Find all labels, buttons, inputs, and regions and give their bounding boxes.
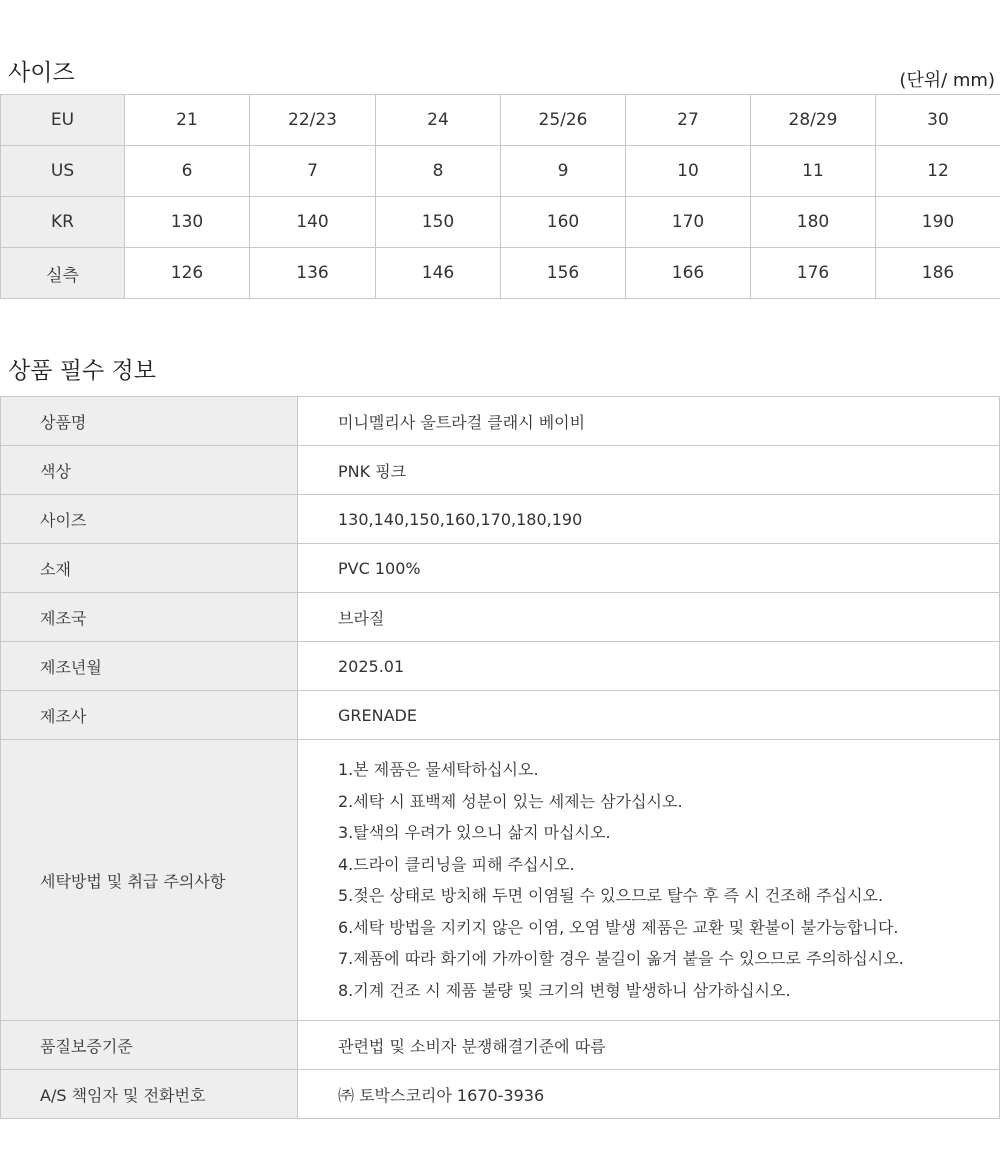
size-cell: 146 [376, 248, 501, 299]
size-cell: 136 [250, 248, 376, 299]
size-cell: 7 [250, 146, 376, 197]
size-cell: 126 [125, 248, 250, 299]
info-row [1, 495, 1000, 544]
care-instruction-item: 3.탈색의 우려가 있으니 삶지 마십시오. [338, 823, 611, 842]
product-info-table [0, 396, 1000, 1119]
info-row [1, 1070, 1000, 1119]
info-row [1, 691, 1000, 740]
size-cell: 28/29 [751, 95, 876, 146]
info-value: 관련법 및 소비자 분쟁해결기준에 따름 [298, 1021, 1000, 1070]
size-row-label: 실측 [1, 248, 125, 299]
size-row-label: US [1, 146, 125, 197]
care-instruction-item: 4.드라이 클리닝을 피해 주십시오. [338, 854, 575, 874]
size-cell: 140 [250, 197, 376, 248]
size-row-us [1, 146, 1000, 197]
size-cell: 170 [626, 197, 751, 248]
care-instructions-row [1, 740, 1000, 1021]
size-cell: 180 [751, 197, 876, 248]
info-label: 제조년월 [1, 642, 298, 691]
care-instruction-item: 5.젖은 상태로 방치해 두면 이염될 수 있으므로 탈수 후 즉 시 건조해 주십시오. [338, 886, 884, 905]
size-cell: 160 [501, 197, 626, 248]
size-row-실측 [1, 248, 1000, 299]
size-cell: 190 [876, 197, 1000, 248]
care-instruction-item: 6.세탁 방법을 지키지 않은 이염, 오염 발생 제품은 교환 및 환불이 불가능합니다. [338, 917, 899, 937]
size-cell: 156 [501, 248, 626, 299]
info-label: 제조사 [1, 691, 298, 740]
product-info-section-title: 상품 필수 정보 [8, 358, 156, 384]
size-cell: 150 [376, 197, 501, 248]
info-label: 사이즈 [1, 495, 298, 544]
info-value: 130,140,150,160,170,180,190 [298, 495, 1000, 544]
care-instructions-label: 세탁방법 및 취급 주의사항 [1, 740, 298, 1021]
info-value: ㈜ 토박스코리아 1670-3936 [298, 1070, 1000, 1119]
info-value: 2025.01 [298, 642, 1000, 691]
info-value: PVC 100% [298, 544, 1000, 593]
info-row [1, 593, 1000, 642]
size-chart-table [0, 94, 1000, 299]
size-cell: 186 [876, 248, 1000, 299]
size-section-title: 사이즈 [8, 60, 75, 86]
size-cell: 27 [626, 95, 751, 146]
care-instruction-item: 2.세탁 시 표백제 성분이 있는 세제는 삼가십시오. [338, 791, 683, 811]
info-label: 소재 [1, 544, 298, 593]
size-cell: 11 [751, 146, 876, 197]
info-label: 상품명 [1, 397, 298, 446]
size-cell: 12 [876, 146, 1000, 197]
info-row [1, 1021, 1000, 1070]
care-instruction-item: 8.기계 건조 시 제품 불량 및 크기의 변형 발생하니 삼가하십시오. [338, 980, 791, 1000]
size-cell: 21 [125, 95, 250, 146]
info-value: 브라질 [298, 593, 1000, 642]
care-instructions-value [298, 740, 1000, 1021]
size-cell: 22/23 [250, 95, 376, 146]
size-unit-label: (단위/ mm) [899, 70, 995, 91]
size-cell: 25/26 [501, 95, 626, 146]
size-cell: 9 [501, 146, 626, 197]
size-row-eu [1, 95, 1000, 146]
size-cell: 130 [125, 197, 250, 248]
size-cell: 176 [751, 248, 876, 299]
info-value: PNK 핑크 [298, 446, 1000, 495]
size-cell: 166 [626, 248, 751, 299]
info-row [1, 642, 1000, 691]
info-value: 미니멜리사 울트라걸 클래시 베이비 [298, 397, 1000, 446]
size-cell: 8 [376, 146, 501, 197]
info-label: 품질보증기준 [1, 1021, 298, 1070]
size-cell: 6 [125, 146, 250, 197]
size-row-label: EU [1, 95, 125, 146]
info-label: 색상 [1, 446, 298, 495]
info-row [1, 544, 1000, 593]
care-instruction-item: 1.본 제품은 물세탁하십시오. [338, 760, 539, 779]
size-row-kr [1, 197, 1000, 248]
care-instructions-list [338, 754, 999, 1006]
info-row [1, 397, 1000, 446]
size-cell: 24 [376, 95, 501, 146]
info-label: 제조국 [1, 593, 298, 642]
care-instruction-item: 7.제품에 따라 화기에 가까이할 경우 불길이 옮겨 붙을 수 있으므로 주의하십시오. [338, 949, 904, 968]
info-label: A/S 책임자 및 전화번호 [1, 1070, 298, 1119]
size-cell: 10 [626, 146, 751, 197]
info-value: GRENADE [298, 691, 1000, 740]
size-row-label: KR [1, 197, 125, 248]
size-cell: 30 [876, 95, 1000, 146]
info-row [1, 446, 1000, 495]
